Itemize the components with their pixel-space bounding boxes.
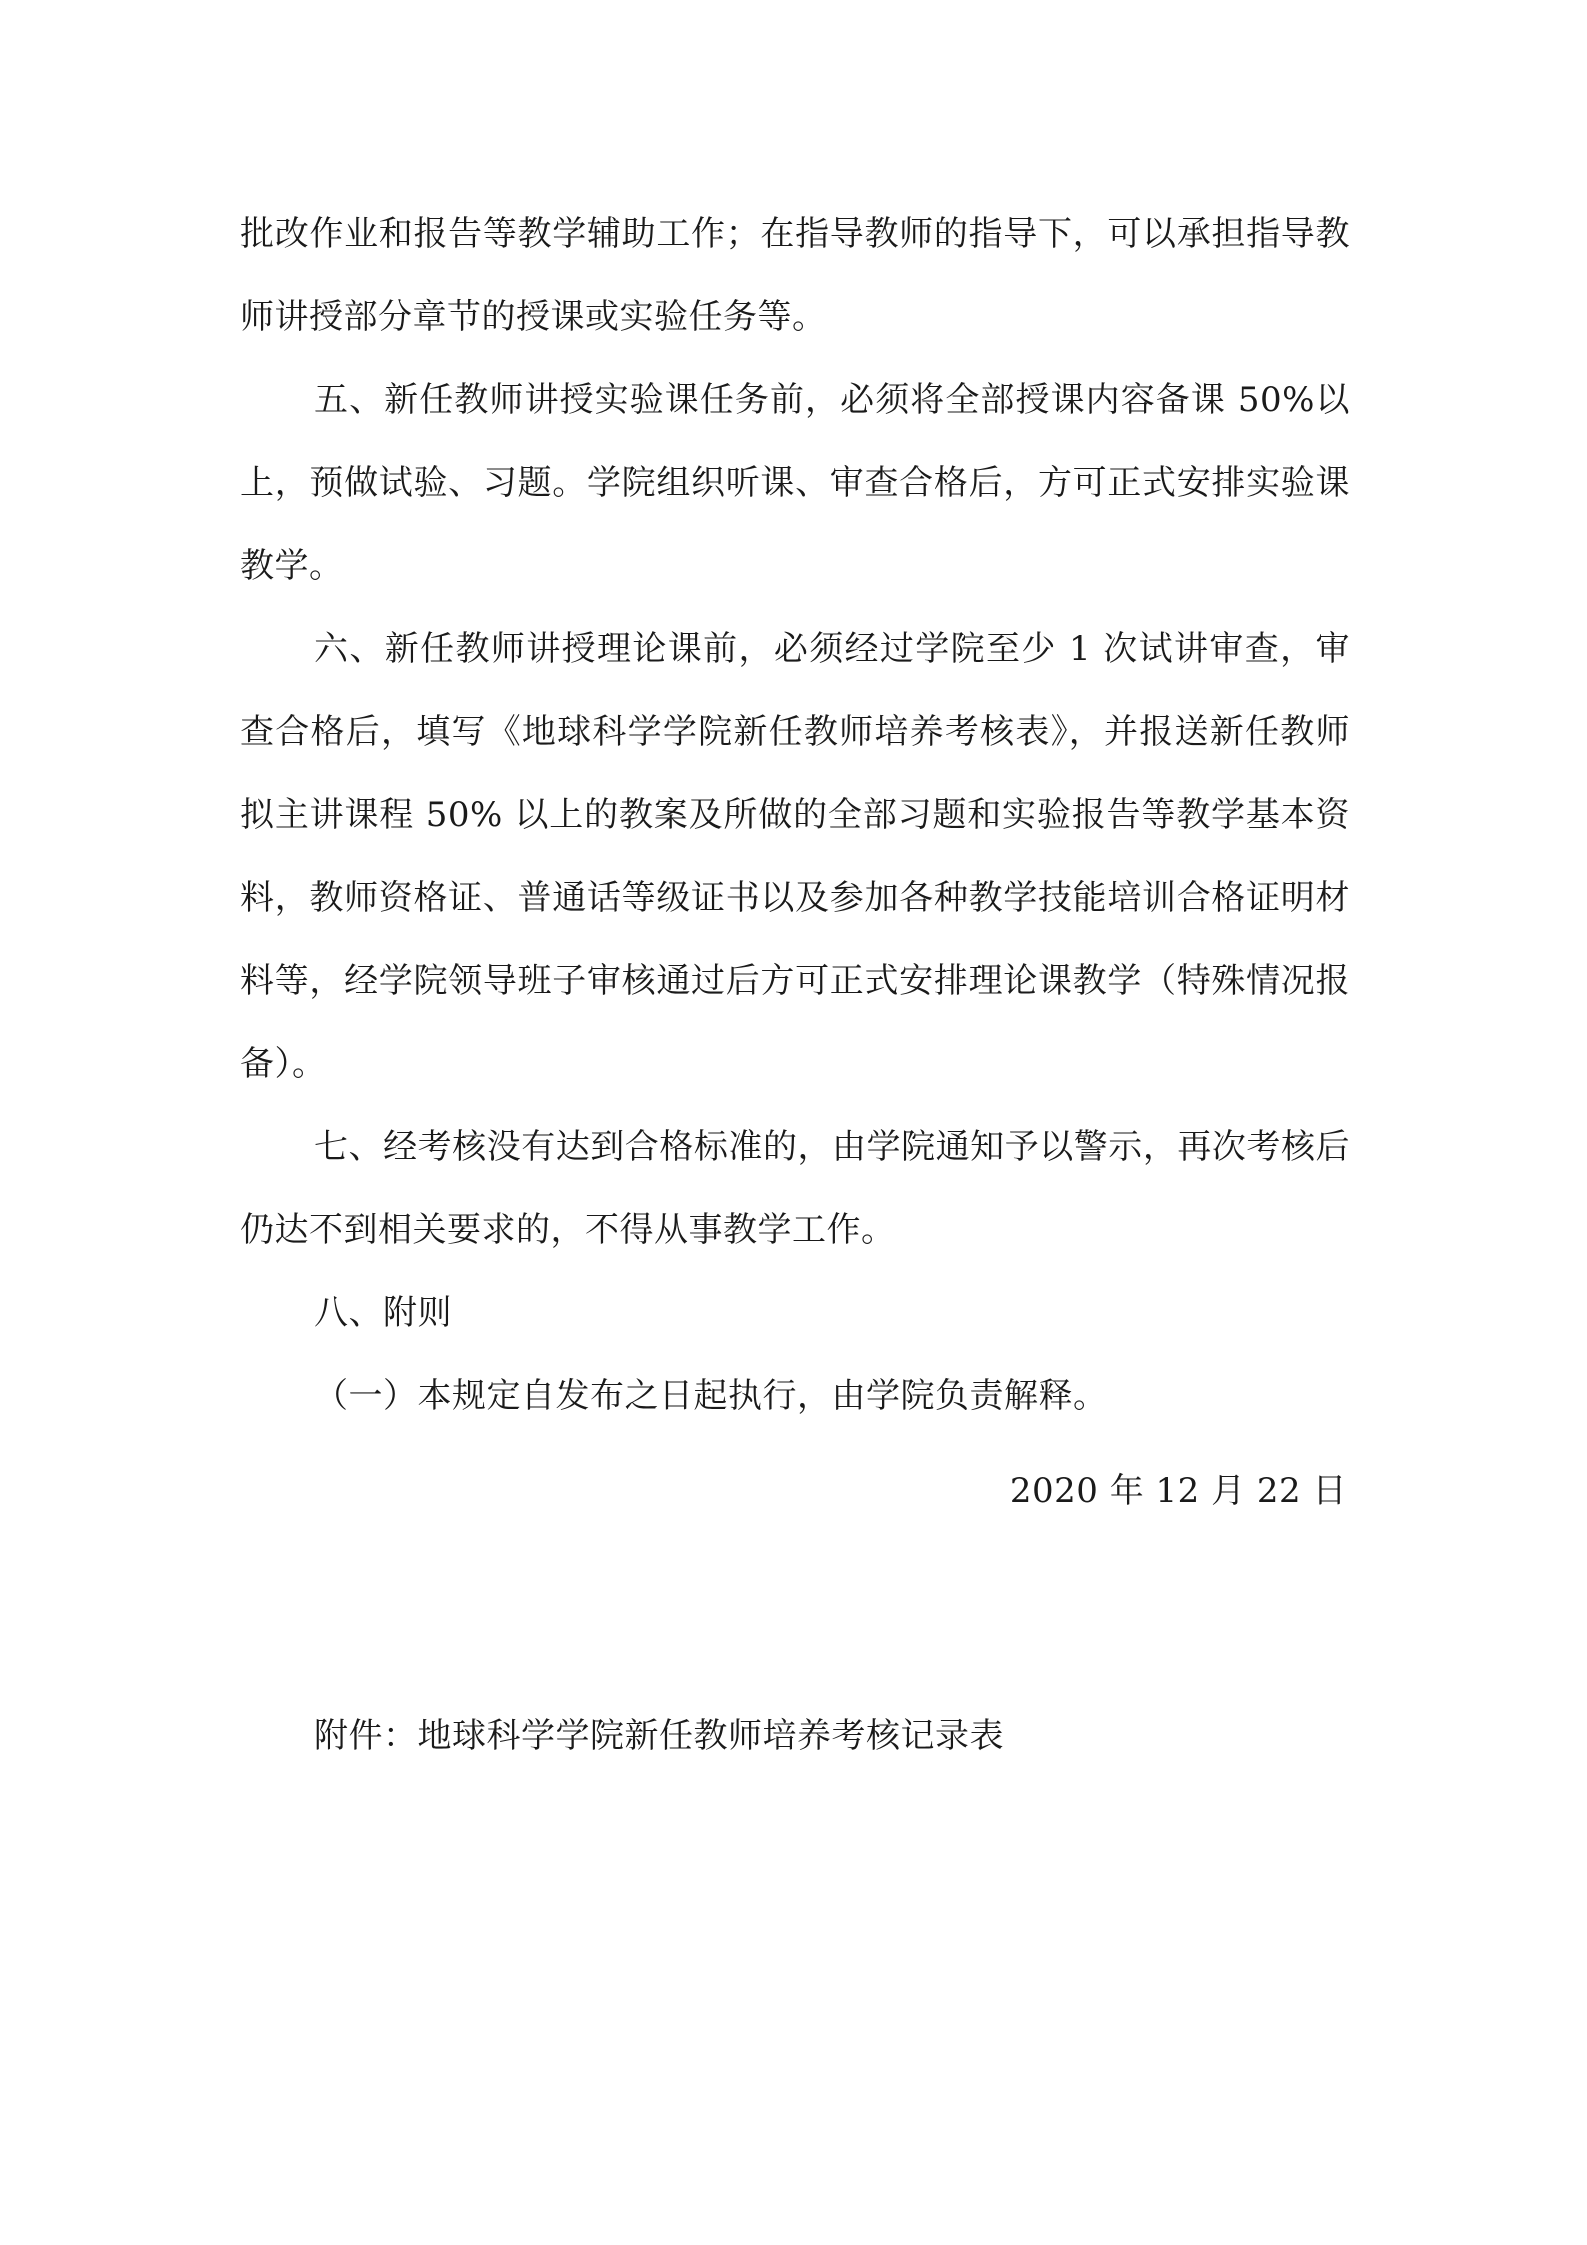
paragraph-section-8-heading: 八、附则 [314,1293,452,1333]
paragraph-section-7: 七、经考核没有达到合格标准的，由学院通知予以警示，再次考核后仍达不到相关要求的，不得从事教学工作。 [240,1127,1350,1250]
paragraph-section-8-item-1: （一）本规定自发布之日起执行，由学院负责解释。 [314,1376,1108,1416]
paragraph-continuation: 批改作业和报告等教学辅助工作；在指导教师的指导下，可以承担指导教师讲授部分章节的授课或实验任务等。 [240,214,1350,337]
paragraph-section-5: 五、新任教师讲授实验课任务前，必须将全部授课内容备课 50%以上，预做试验、习题。学院组织听课、审查合格后，方可正式安排实验课教学。 [240,380,1350,586]
paragraph-section-6: 六、新任教师讲授理论课前，必须经过学院至少 1 次试讲审查，审查合格后，填写《地球科学学院新任教师培养考核表》，并报送新任教师拟主讲课程 50% 以上的教案及所做的全部习题和实验报告等教学基本资料，教师资格证、普通话等级证书以及参加各种教学技能培训合格证明材料等，经学院领导班子审核通过后方可正式安排理论课教学（特殊情况报备）。 [240,629,1350,1084]
document-body [240,193,1350,1438]
attachment-note: 附件：地球科学学院新任教师培养考核记录表 [314,1716,1004,1756]
document-date: 2020 年 12 月 22 日 [1009,1471,1347,1511]
